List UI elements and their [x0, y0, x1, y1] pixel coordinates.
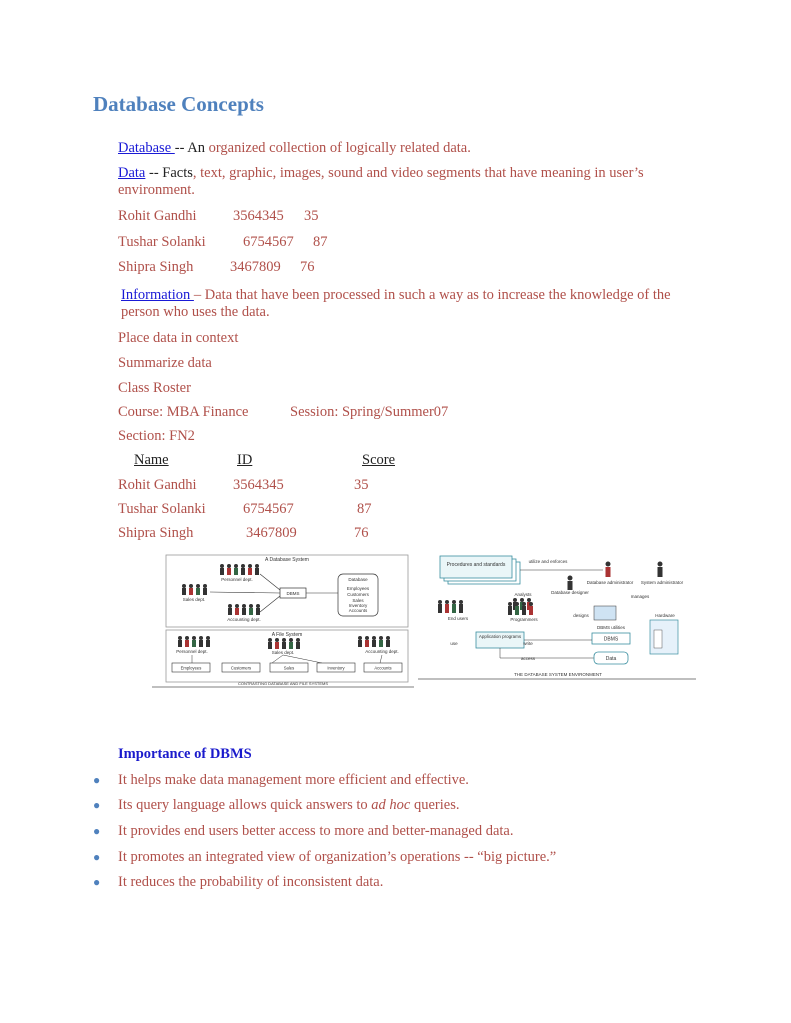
db-item-sales: Sales — [352, 598, 364, 603]
bullet-3-text: It provides end users better access to more and better-managed data. — [118, 823, 514, 839]
table-header-id: ID — [237, 452, 253, 468]
database-text: organized collection of logically related data. — [204, 140, 471, 156]
context-line-2: Summarize data — [118, 355, 212, 371]
procedures-label: Procedures and standards — [446, 562, 506, 568]
db-item-accounts: Accounts — [348, 608, 368, 613]
app-programs-label: Application programs — [478, 634, 522, 639]
bullet-icon: ● — [93, 875, 101, 889]
bullet-icon: ● — [93, 798, 101, 812]
raw-row-2-id: 6754567 — [243, 234, 294, 250]
bullet-4-text: It promotes an integrated view of organization’s operations -- “big picture.” — [118, 849, 557, 865]
left-figure-caption: CONTRASTING DATABASE AND FILE SYSTEMS — [237, 681, 329, 686]
write-label: write — [523, 641, 533, 646]
dbms-utilities-label: DBMS utilities — [596, 625, 626, 630]
bullet-icon: ● — [93, 850, 101, 864]
file-sales-label: Sales dept. — [271, 650, 295, 655]
sales-label: Sales dept. — [182, 597, 206, 602]
db-system-caption: A Database System — [265, 557, 309, 563]
analysts-label: Analysts — [514, 592, 532, 597]
raw-row-1-name: Rohit Gandhi — [118, 208, 197, 224]
database-file-system-figure — [152, 554, 414, 690]
importance-bullet-3 — [93, 823, 513, 840]
end-users-people-icon — [438, 600, 463, 613]
dbms-label: DBMS — [603, 636, 619, 643]
context-line-3: Class Roster — [118, 380, 191, 396]
raw-row-1-score: 35 — [304, 208, 319, 224]
access-label: access — [520, 656, 536, 661]
db-designer-person-icon — [568, 576, 573, 591]
importance-bullet-2 — [93, 797, 459, 814]
table-row-3-id: 3467809 — [246, 525, 297, 541]
importance-bullet-1 — [93, 772, 469, 789]
sys-admin-person-icon — [658, 562, 663, 578]
file-customers-label: Customers — [230, 665, 252, 671]
importance-bullet-5 — [93, 874, 383, 891]
file-personnel-label: Personnel dept. — [176, 649, 208, 654]
section-label: Section: FN2 — [118, 428, 195, 444]
db-item-database: Database — [348, 577, 368, 582]
designs-label: designs — [573, 613, 589, 618]
sys-admin-label: System administrator — [640, 580, 684, 585]
bullet-5-text: It reduces the probability of inconsistent data. — [118, 874, 384, 890]
database-link[interactable]: Database — [118, 140, 175, 156]
hardware-label: Hardware — [655, 613, 675, 618]
db-item-employees: Employees — [346, 586, 370, 591]
database-sep: -- An — [174, 140, 205, 156]
computer-icon — [594, 606, 616, 620]
bullet-1-text: It helps make data management more efficient and effective. — [118, 772, 469, 788]
db-admin-label: Database administrator — [586, 580, 634, 585]
file-system-caption: A File System — [271, 632, 303, 638]
data-link[interactable]: Data — [118, 165, 146, 181]
file-inventory-label: Inventory — [327, 665, 345, 671]
file-accounting-label: Accounting dept. — [365, 649, 399, 654]
db-admin-person-icon — [606, 562, 611, 578]
db-item-customers: Customers — [347, 592, 369, 597]
db-item-inventory: Inventory — [348, 603, 368, 608]
accounting-label: Accounting dept. — [227, 617, 261, 622]
page-title: Database Concepts — [93, 92, 264, 116]
context-line-1: Place data in context — [118, 330, 239, 346]
data-text: , text, graphic, images, sound and video segments that have meaning in user’s environment. — [118, 165, 644, 198]
data-definition — [118, 165, 708, 199]
bullet-2-emphasis: ad hoc — [371, 797, 411, 813]
raw-row-3-id: 3467809 — [230, 259, 281, 275]
dbms-label: DBMS — [286, 591, 300, 596]
raw-row-2-score: 87 — [313, 234, 328, 250]
information-text: – Data that have been processed in such a way as to increase the knowledge of the person who uses the data. — [121, 287, 671, 320]
bullet-2-text: Its query language allows quick answers to — [118, 797, 372, 813]
table-header-name: Name — [134, 452, 169, 468]
importance-heading: Importance of DBMS — [118, 746, 252, 762]
table-row-2-id: 6754567 — [243, 501, 294, 517]
information-definition — [121, 287, 711, 321]
table-row-2-name: Tushar Solanki — [118, 501, 206, 517]
data-label: Data — [605, 656, 617, 662]
bullet-icon: ● — [93, 773, 101, 787]
file-accounts-label: Accounts — [374, 665, 392, 671]
file-employees-label: Employees — [180, 665, 202, 671]
data-sep: -- Facts — [145, 165, 193, 181]
right-figure-caption: THE DATABASE SYSTEM ENVIRONMENT — [514, 672, 602, 677]
database-environment-figure — [418, 554, 696, 680]
table-row-3-name: Shipra Singh — [118, 525, 194, 541]
utilize-label: utilize and enforces — [528, 559, 568, 564]
table-row-3-score: 76 — [354, 525, 369, 541]
end-users-label: End users — [447, 616, 469, 621]
raw-row-3-score: 76 — [300, 259, 315, 275]
bullet-2-text-end: queries. — [410, 797, 460, 813]
programmers-label: Programmers — [510, 617, 538, 622]
file-sales-file-label: Sales — [283, 665, 295, 671]
personnel-label: Personnel dept. — [221, 577, 253, 582]
bullet-icon: ● — [93, 824, 101, 838]
raw-row-2-name: Tushar Solanki — [118, 234, 206, 250]
table-row-2-score: 87 — [357, 501, 372, 517]
information-link[interactable]: Information — [121, 287, 194, 303]
session-label: Session: Spring/Summer07 — [290, 404, 449, 420]
raw-row-3-name: Shipra Singh — [118, 259, 194, 275]
db-designer-label: Database designer — [551, 590, 589, 595]
table-header-score: Score — [362, 452, 396, 468]
course-label: Course: MBA Finance — [118, 404, 249, 420]
table-row-1-name: Rohit Gandhi — [118, 477, 197, 493]
table-row-1-id: 3564345 — [233, 477, 284, 493]
raw-row-1-id: 3564345 — [233, 208, 284, 224]
importance-bullet-4 — [93, 849, 556, 866]
database-definition — [118, 140, 471, 157]
use-label: use — [450, 641, 458, 646]
table-row-1-score: 35 — [354, 477, 369, 493]
manages-label: manages — [630, 594, 650, 599]
